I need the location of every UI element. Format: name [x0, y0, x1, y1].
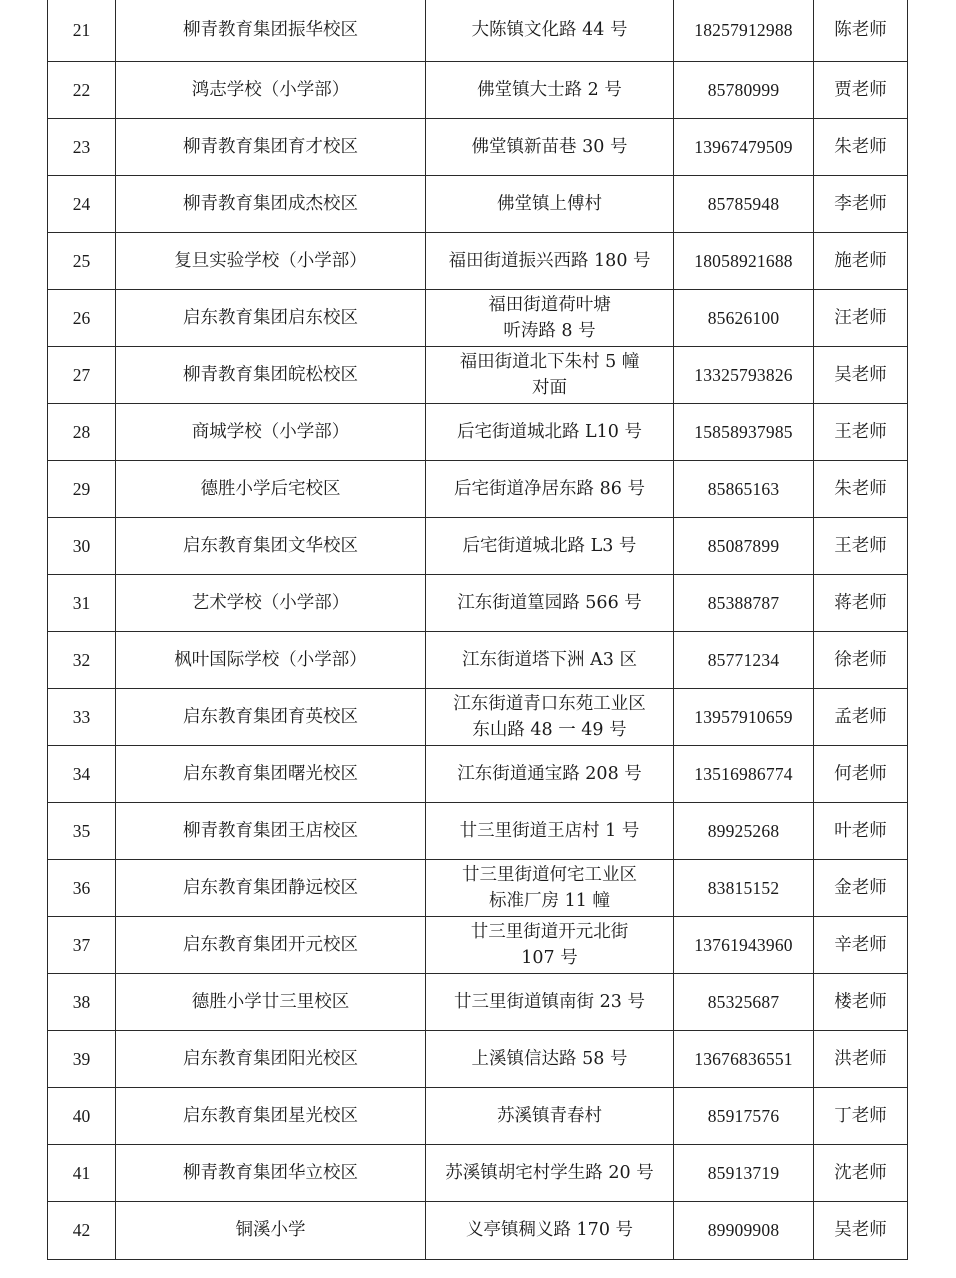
school-name-cell: 启东教育集团启东校区 [116, 289, 426, 346]
address-cell [426, 745, 674, 802]
school-name-cell: 柳青教育集团育才校区 [116, 118, 426, 175]
table-row [48, 175, 908, 232]
school-name-cell: 启东教育集团阳光校区 [116, 1030, 426, 1087]
phone-cell: 89925268 [674, 802, 814, 859]
address-line: 苏溪镇青春村 [497, 1105, 602, 1126]
phone-cell: 85785948 [674, 175, 814, 232]
contact-person-cell: 孟老师 [814, 688, 908, 745]
table-row [48, 916, 908, 973]
row-number-cell: 21 [48, 0, 116, 61]
phone-cell: 85865163 [674, 460, 814, 517]
address-line: 江东街道篁园路 566 号 [457, 592, 642, 613]
school-name-cell: 鸿志学校（小学部） [116, 61, 426, 118]
address-line: 廿三里街道何宅工业区 [462, 864, 637, 885]
phone-cell: 18257912988 [674, 0, 814, 61]
address-line: 东山路 48 一 49 号 [472, 719, 627, 740]
contact-person-cell: 沈老师 [814, 1144, 908, 1201]
address-line: 大陈镇文化路 44 号 [471, 20, 628, 41]
address-cell [426, 118, 674, 175]
row-number-cell: 38 [48, 973, 116, 1030]
table-row [48, 802, 908, 859]
address-line: 廿三里街道开元北街 [470, 921, 629, 942]
contact-person-cell: 叶老师 [814, 802, 908, 859]
row-number-cell: 36 [48, 859, 116, 916]
address-line: 佛堂镇上傅村 [497, 193, 602, 214]
row-number-cell: 39 [48, 1030, 116, 1087]
table-row [48, 289, 908, 346]
contact-person-cell: 吴老师 [814, 346, 908, 403]
phone-cell: 85087899 [674, 517, 814, 574]
address-cell [426, 574, 674, 631]
phone-cell: 13325793826 [674, 346, 814, 403]
phone-cell: 18058921688 [674, 232, 814, 289]
phone-cell: 85917576 [674, 1087, 814, 1144]
row-number-cell: 37 [48, 916, 116, 973]
row-number-cell: 24 [48, 175, 116, 232]
address-cell [426, 859, 674, 916]
contact-person-cell: 洪老师 [814, 1030, 908, 1087]
address-cell [426, 1030, 674, 1087]
row-number-cell: 22 [48, 61, 116, 118]
address-line: 后宅街道城北路 L10 号 [456, 421, 642, 442]
table-row [48, 1030, 908, 1087]
address-line: 对面 [532, 377, 567, 398]
row-number-cell: 32 [48, 631, 116, 688]
table-row [48, 403, 908, 460]
school-name-cell: 柳青教育集团皖松校区 [116, 346, 426, 403]
school-name-cell: 启东教育集团育英校区 [116, 688, 426, 745]
table-row [48, 973, 908, 1030]
phone-cell: 13957910659 [674, 688, 814, 745]
table-row [48, 745, 908, 802]
school-name-cell: 启东教育集团文华校区 [116, 517, 426, 574]
school-name-cell: 启东教育集团星光校区 [116, 1087, 426, 1144]
school-name-cell: 启东教育集团曙光校区 [116, 745, 426, 802]
address-cell [426, 1201, 674, 1259]
address-line: 福田街道北下朱村 5 幢 [459, 351, 640, 372]
address-line: 福田街道振兴西路 180 号 [448, 250, 651, 271]
school-name-cell: 德胜小学后宅校区 [116, 460, 426, 517]
table-row [48, 859, 908, 916]
address-line: 廿三里街道镇南街 23 号 [454, 991, 645, 1012]
table-row [48, 1087, 908, 1144]
address-cell [426, 346, 674, 403]
address-line: 107 号 [521, 947, 578, 968]
table-row [48, 0, 908, 61]
table-row [48, 688, 908, 745]
table-row [48, 517, 908, 574]
contact-person-cell: 楼老师 [814, 973, 908, 1030]
table-row [48, 346, 908, 403]
address-cell [426, 175, 674, 232]
row-number-cell: 40 [48, 1087, 116, 1144]
school-contact-table [47, 0, 908, 1260]
contact-person-cell: 朱老师 [814, 118, 908, 175]
school-name-cell: 艺术学校（小学部） [116, 574, 426, 631]
row-number-cell: 34 [48, 745, 116, 802]
contact-person-cell: 王老师 [814, 517, 908, 574]
address-cell [426, 517, 674, 574]
contact-person-cell: 辛老师 [814, 916, 908, 973]
address-line: 标准厂房 11 幢 [489, 890, 610, 911]
address-line: 江东街道青口东苑工业区 [453, 693, 646, 714]
contact-person-cell: 朱老师 [814, 460, 908, 517]
row-number-cell: 29 [48, 460, 116, 517]
row-number-cell: 27 [48, 346, 116, 403]
school-name-cell: 启东教育集团开元校区 [116, 916, 426, 973]
table-row [48, 118, 908, 175]
address-cell [426, 802, 674, 859]
contact-person-cell: 李老师 [814, 175, 908, 232]
row-number-cell: 35 [48, 802, 116, 859]
phone-cell: 83815152 [674, 859, 814, 916]
phone-cell: 13761943960 [674, 916, 814, 973]
address-cell [426, 403, 674, 460]
phone-cell: 15858937985 [674, 403, 814, 460]
phone-cell: 13676836551 [674, 1030, 814, 1087]
row-number-cell: 23 [48, 118, 116, 175]
school-name-cell: 柳青教育集团振华校区 [116, 0, 426, 61]
phone-cell: 85325687 [674, 973, 814, 1030]
address-line: 福田街道荷叶塘 [488, 294, 611, 315]
phone-cell: 85780999 [674, 61, 814, 118]
table-row [48, 631, 908, 688]
contact-person-cell: 何老师 [814, 745, 908, 802]
row-number-cell: 28 [48, 403, 116, 460]
address-line: 江东街道通宝路 208 号 [457, 763, 642, 784]
address-cell [426, 1087, 674, 1144]
table-row [48, 1144, 908, 1201]
address-cell [426, 631, 674, 688]
row-number-cell: 42 [48, 1201, 116, 1259]
address-line: 听涛路 8 号 [503, 320, 596, 341]
school-name-cell: 德胜小学廿三里校区 [116, 973, 426, 1030]
school-name-cell: 柳青教育集团华立校区 [116, 1144, 426, 1201]
address-cell [426, 232, 674, 289]
row-number-cell: 30 [48, 517, 116, 574]
phone-cell: 85771234 [674, 631, 814, 688]
address-line: 后宅街道净居东路 86 号 [454, 478, 645, 499]
contact-person-cell: 吴老师 [814, 1201, 908, 1259]
school-name-cell: 枫叶国际学校（小学部） [116, 631, 426, 688]
school-name-cell: 铜溪小学 [116, 1201, 426, 1259]
phone-cell: 89909908 [674, 1201, 814, 1259]
address-cell [426, 0, 674, 61]
address-line: 廿三里街道王店村 1 号 [459, 820, 640, 841]
address-cell [426, 973, 674, 1030]
phone-cell: 13967479509 [674, 118, 814, 175]
school-name-cell: 启东教育集团静远校区 [116, 859, 426, 916]
address-line: 苏溪镇胡宅村学生路 20 号 [445, 1162, 654, 1183]
table-row [48, 460, 908, 517]
phone-cell: 85913719 [674, 1144, 814, 1201]
address-cell [426, 61, 674, 118]
table-row [48, 574, 908, 631]
school-name-cell: 柳青教育集团成杰校区 [116, 175, 426, 232]
address-cell [426, 1144, 674, 1201]
row-number-cell: 25 [48, 232, 116, 289]
phone-cell: 85626100 [674, 289, 814, 346]
address-line: 后宅街道城北路 L3 号 [462, 535, 637, 556]
address-line: 上溪镇信达路 58 号 [471, 1048, 628, 1069]
contact-person-cell: 陈老师 [814, 0, 908, 61]
table-body [48, 0, 908, 1259]
contact-person-cell: 王老师 [814, 403, 908, 460]
phone-cell: 13516986774 [674, 745, 814, 802]
address-line: 义亭镇稠义路 170 号 [465, 1220, 634, 1240]
contact-person-cell: 丁老师 [814, 1087, 908, 1144]
contact-person-cell: 贾老师 [814, 61, 908, 118]
table-row [48, 1201, 908, 1259]
address-line: 佛堂镇新苗巷 30 号 [471, 136, 628, 157]
table-row [48, 61, 908, 118]
row-number-cell: 26 [48, 289, 116, 346]
school-name-cell: 商城学校（小学部） [116, 403, 426, 460]
address-cell [426, 688, 674, 745]
row-number-cell: 31 [48, 574, 116, 631]
row-number-cell: 33 [48, 688, 116, 745]
address-cell [426, 289, 674, 346]
contact-person-cell: 徐老师 [814, 631, 908, 688]
address-line: 佛堂镇大士路 2 号 [477, 79, 622, 100]
address-line: 江东街道塔下洲 A3 区 [462, 649, 637, 670]
school-name-cell: 柳青教育集团王店校区 [116, 802, 426, 859]
row-number-cell: 41 [48, 1144, 116, 1201]
school-name-cell: 复旦实验学校（小学部） [116, 232, 426, 289]
contact-person-cell: 蒋老师 [814, 574, 908, 631]
contact-person-cell: 施老师 [814, 232, 908, 289]
table-row [48, 232, 908, 289]
address-cell [426, 460, 674, 517]
phone-cell: 85388787 [674, 574, 814, 631]
contact-person-cell: 金老师 [814, 859, 908, 916]
contact-person-cell: 汪老师 [814, 289, 908, 346]
address-cell [426, 916, 674, 973]
